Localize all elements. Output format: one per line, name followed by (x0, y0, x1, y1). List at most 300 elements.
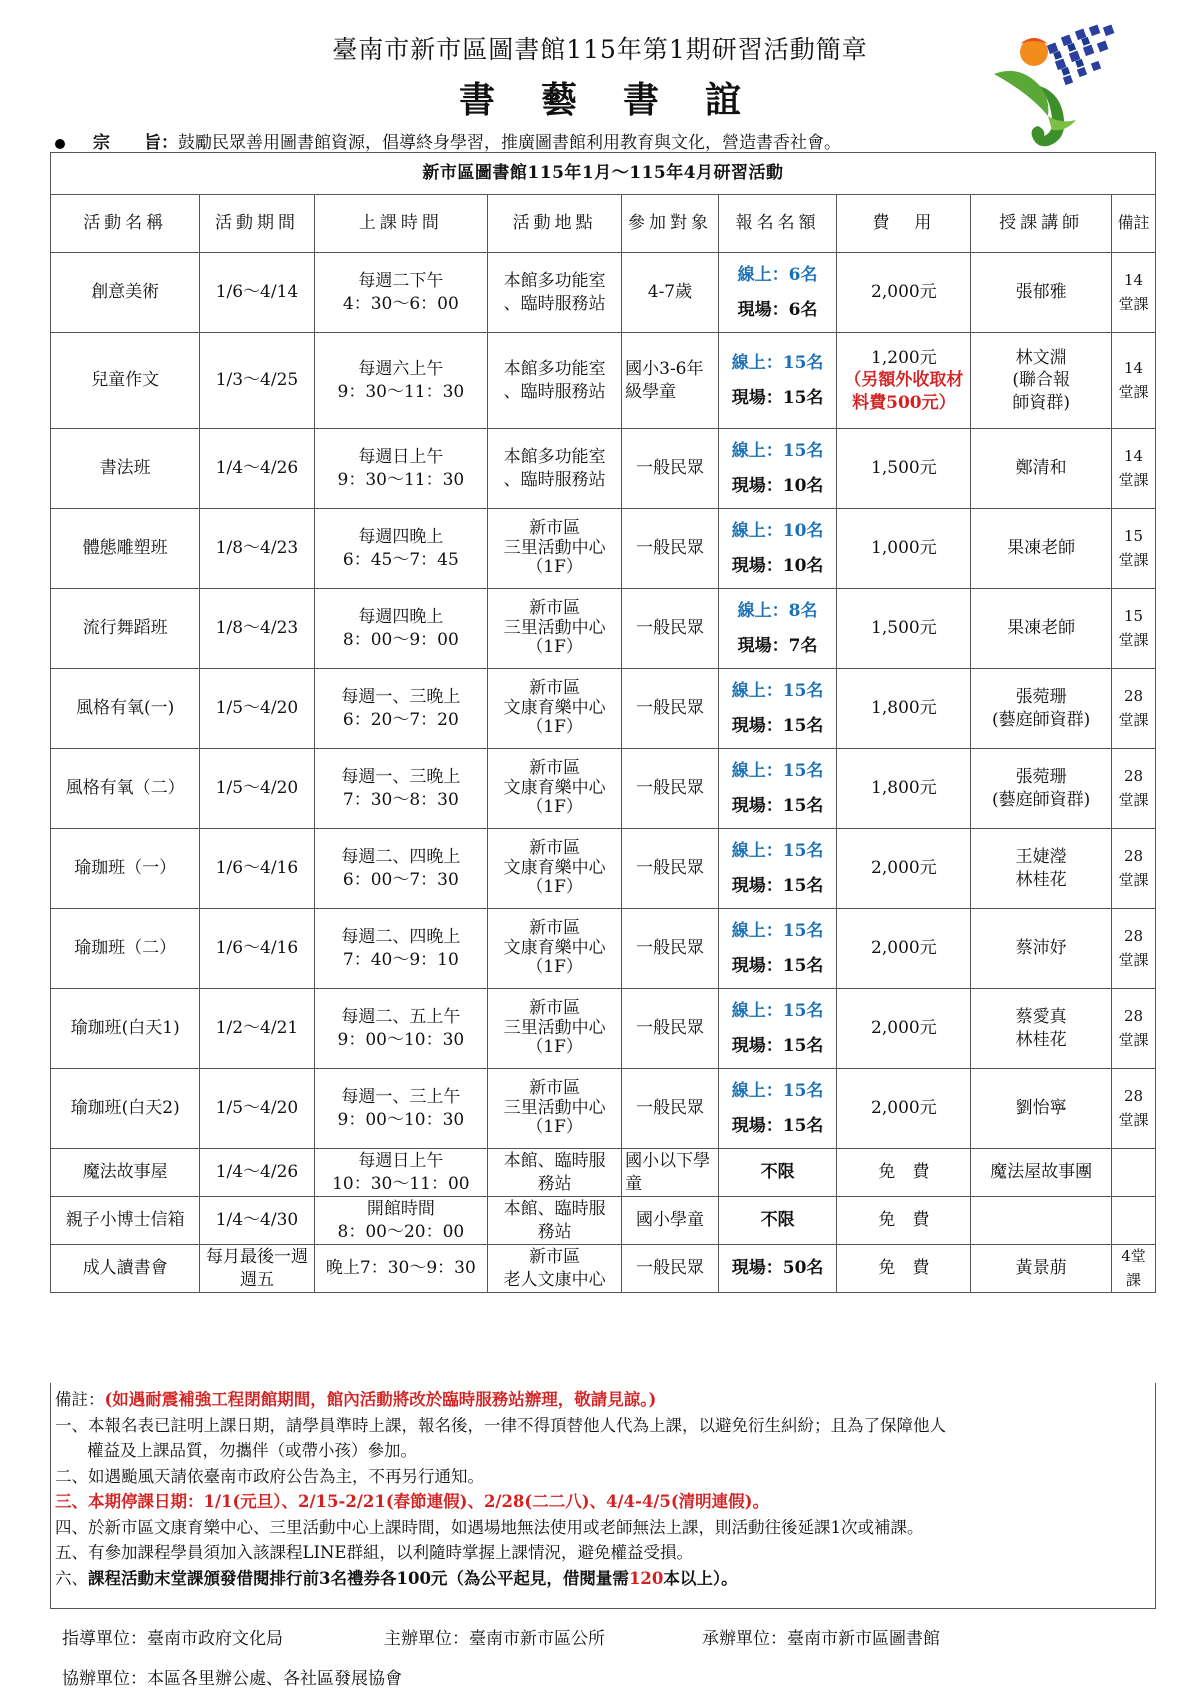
target-audience: 一般民眾 (622, 589, 719, 669)
quota-onsite: 現場：15名 (731, 387, 824, 408)
activity-period: 1/3～4/25 (200, 333, 314, 429)
activity-location (488, 669, 622, 749)
activity-location (488, 829, 622, 909)
class-time (314, 1069, 488, 1149)
instructor-line: 師資群) (1012, 392, 1070, 413)
remark (1111, 749, 1155, 829)
remark-line: 14 (1123, 271, 1144, 290)
activity-location (488, 1149, 622, 1197)
location-line: 務站 (537, 1221, 572, 1242)
quota-online: 線上：15名 (731, 1081, 824, 1102)
column-header: 備註 (1111, 195, 1155, 253)
quota-onsite: 現場：15名 (731, 1035, 824, 1056)
class-time-line: 每週一、三晚上 (341, 767, 461, 788)
activity-period: 每月最後一週週五 (200, 1245, 314, 1293)
activity-location (488, 749, 622, 829)
location-line: 三里活動中心 (503, 1097, 606, 1118)
remark-line: 堂課 (1118, 790, 1149, 809)
quota-online: 線上：10名 (731, 521, 824, 542)
quota (718, 253, 837, 333)
remark (1111, 253, 1155, 333)
location-line: 新市區 (529, 918, 581, 939)
activity-name: 風格有氧（二） (51, 749, 200, 829)
location-line: 、臨時服務站 (503, 293, 606, 314)
instructor (971, 589, 1112, 669)
remark-line: 4堂 (1121, 1247, 1146, 1266)
fee (837, 253, 971, 333)
note-5: 五、有參加課程學員須加入該課程LINE群組，以利隨時掌握上課情況，避免權益受損。 (55, 1543, 693, 1562)
class-time-line: 每週日上午 (358, 447, 444, 468)
note-6-text: 課程活動末堂課頒發借閱排行前3名禮券各100元（為公平起見，借閱量需 (88, 1568, 629, 1588)
quota-online: 線上：15名 (731, 841, 824, 862)
fee (837, 509, 971, 589)
location-line: 文康育樂中心 (503, 777, 606, 798)
location-line: （1F） (526, 637, 583, 658)
quota (718, 509, 837, 589)
fee (837, 989, 971, 1069)
activity-location (488, 509, 622, 589)
location-line: 新市區 (529, 598, 581, 619)
class-time-line: 7：40～9：10 (342, 949, 459, 970)
instructor (971, 749, 1112, 829)
quota-online: 線上：15名 (731, 681, 824, 702)
location-line: 本館、臨時服 (503, 1151, 606, 1172)
fee-amount: 免 費 (878, 1258, 930, 1279)
remark-line: 堂課 (1118, 382, 1149, 401)
class-time-line: 每週二下午 (358, 271, 444, 292)
instructor (971, 909, 1112, 989)
notes-label: 備註： (55, 1390, 105, 1409)
instructor-line: 魔法屋故事團 (990, 1162, 1093, 1183)
activity-period: 1/8～4/23 (200, 509, 314, 589)
class-time-line: 9：00～10：30 (337, 1109, 465, 1130)
class-time-line: 9：00～10：30 (337, 1029, 465, 1050)
instructor-line: 蔡愛真 (1015, 1007, 1067, 1028)
activity-table (50, 152, 1156, 1293)
bullet-icon (55, 139, 65, 149)
location-line: （1F） (526, 557, 583, 578)
activity-name: 瑜珈班（一） (51, 829, 200, 909)
quota-online: 線上：15名 (731, 761, 824, 782)
table-row (51, 749, 1156, 829)
quota (718, 1197, 837, 1245)
remark-line: 28 (1123, 1087, 1144, 1106)
class-time (314, 429, 488, 509)
target-audience: 國小學童 (622, 1197, 719, 1245)
quota-online: 線上：15名 (731, 921, 824, 942)
fee-amount: 2,000元 (871, 1018, 937, 1039)
fee (837, 1149, 971, 1197)
class-time (314, 333, 488, 429)
activity-period: 1/4～4/26 (200, 1149, 314, 1197)
quota-value: 不限 (760, 1210, 795, 1231)
class-time (314, 749, 488, 829)
class-time-line: 9：30～11：30 (337, 381, 465, 402)
instructor (971, 333, 1112, 429)
fee-amount: 2,000元 (871, 858, 937, 879)
activity-name: 魔法故事屋 (51, 1149, 200, 1197)
target-audience: 一般民眾 (622, 509, 719, 589)
activity-location (488, 1197, 622, 1245)
fee-amount: 2,000元 (871, 938, 937, 959)
column-header: 報名名額 (718, 195, 837, 253)
column-header: 授課講師 (971, 195, 1112, 253)
class-time-line: 每週日上午 (358, 1151, 444, 1172)
table-row (51, 509, 1156, 589)
fee (837, 1069, 971, 1149)
remark (1111, 429, 1155, 509)
activity-name: 瑜珈班(白天1) (51, 989, 200, 1069)
fee-note: （另額外收取材料費500元） (844, 370, 964, 413)
page-subtitle: 書藝書誼 (458, 79, 787, 121)
class-time (314, 1149, 488, 1197)
location-line: （1F） (526, 957, 583, 978)
footer-co-organizer: 協辦單位：本區各里辦公處、各社區發展協會 (62, 1669, 402, 1689)
class-time-line: 6：00～7：30 (342, 869, 459, 890)
quota-online: 線上：15名 (731, 353, 824, 374)
note-4: 四、於新市區文康育樂中心、三里活動中心上課時間，如遇場地無法使用或老師無法上課，則活動往後延課1次或補課。 (55, 1517, 924, 1537)
activity-location (488, 589, 622, 669)
class-time-line: 每週二、四晚上 (341, 847, 461, 868)
notes-intro (55, 1387, 1151, 1413)
remark (1111, 829, 1155, 909)
instructor-line: (聯合報 (1012, 370, 1070, 391)
instructor-line: 林文淵 (1015, 348, 1067, 369)
table-row (51, 1197, 1156, 1245)
instructor (971, 1069, 1112, 1149)
page-title: 臺南市新市區圖書館115年第1期研習活動簡章 (332, 35, 868, 64)
quota-onsite: 現場：6名 (737, 299, 818, 320)
footer-organizer: 主辦單位：臺南市新市區公所 (384, 1629, 605, 1649)
quota-onsite: 現場：10名 (731, 555, 824, 576)
instructor (971, 1245, 1112, 1293)
activity-period: 1/5～4/20 (200, 749, 314, 829)
notes-closure-warning: (如遇耐震補強工程閉館期間，館內活動將改於臨時服務站辦理，敬請見諒。) (104, 1390, 657, 1409)
remark-line: 堂課 (1118, 630, 1149, 649)
note-6-num: 六、 (55, 1568, 88, 1588)
fee (837, 669, 971, 749)
quota (718, 1149, 837, 1197)
class-time (314, 829, 488, 909)
fee-amount: 1,000元 (871, 538, 937, 559)
instructor-line: 林桂花 (1015, 1029, 1067, 1050)
remark-line: 14 (1123, 359, 1144, 378)
target-audience: 國小3-6年級學童 (622, 333, 719, 429)
activity-period: 1/2～4/21 (200, 989, 314, 1069)
activity-name: 兒童作文 (51, 333, 200, 429)
activity-period: 1/6～4/16 (200, 909, 314, 989)
remark (1111, 909, 1155, 989)
instructor (971, 1197, 1112, 1245)
activity-name: 風格有氧(一) (51, 669, 200, 749)
quota-online: 線上：15名 (731, 441, 824, 462)
table-row (51, 333, 1156, 429)
instructor-line: (藝庭師資群) (992, 789, 1091, 810)
remark-line: 堂課 (1118, 1030, 1149, 1049)
class-time-line: 6：45～7：45 (342, 549, 459, 570)
location-line: 新市區 (529, 518, 581, 539)
instructor-line: 林桂花 (1015, 869, 1067, 890)
instructor-line: 黃景萠 (1015, 1258, 1067, 1279)
note-6-end: 本以上）。 (663, 1568, 738, 1588)
quota (718, 749, 837, 829)
quota (718, 909, 837, 989)
remark-line: 堂課 (1118, 710, 1149, 729)
library-logo (990, 24, 1130, 149)
quota-online: 線上：15名 (731, 1001, 824, 1022)
remark-line: 課 (1125, 1270, 1141, 1289)
class-time-line: 8：00～9：00 (342, 629, 459, 650)
target-audience: 一般民眾 (622, 909, 719, 989)
remark-line: 堂課 (1118, 470, 1149, 489)
location-line: 新市區 (529, 1078, 581, 1099)
location-line: 新市區 (529, 1247, 581, 1268)
location-line: 、臨時服務站 (503, 469, 606, 490)
activity-period: 1/6～4/14 (200, 253, 314, 333)
fee (837, 1245, 971, 1293)
instructor-line: 張菀珊 (1015, 767, 1067, 788)
remark-line: 28 (1123, 1007, 1144, 1026)
quota-onsite: 現場：15名 (731, 955, 824, 976)
table-row (51, 829, 1156, 909)
fee-amount: 1,500元 (871, 618, 937, 639)
activity-period: 1/5～4/20 (200, 669, 314, 749)
target-audience: 一般民眾 (622, 749, 719, 829)
class-time-line: 每週二、四晚上 (341, 927, 461, 948)
class-time-line: 6：20～7：20 (342, 709, 459, 730)
table-row (51, 1149, 1156, 1197)
quota (718, 333, 837, 429)
class-time-line: 開館時間 (366, 1199, 435, 1220)
remark (1111, 333, 1155, 429)
note-1: 一、本報名表已註明上課日期，請學員準時上課，報名後，一律不得頂替他人代為上課，以避免衍生糾紛；且為了保障他人 (55, 1415, 946, 1435)
target-audience: 一般民眾 (622, 669, 719, 749)
location-line: 文康育樂中心 (503, 697, 606, 718)
fee (837, 1197, 971, 1245)
fee-amount: 1,500元 (871, 458, 937, 479)
purpose-label: 宗 旨： (93, 133, 178, 153)
quota (718, 669, 837, 749)
instructor-line: 蔡沛妤 (1015, 938, 1067, 959)
quota (718, 989, 837, 1069)
remark-line: 堂課 (1118, 950, 1149, 969)
footer-guide: 指導單位：臺南市政府文化局 (62, 1629, 283, 1649)
activity-period: 1/6～4/16 (200, 829, 314, 909)
fee (837, 829, 971, 909)
location-line: 、臨時服務站 (503, 381, 606, 402)
class-time-line: 4：30～6：00 (342, 293, 459, 314)
instructor-line: 果凍老師 (1007, 538, 1076, 559)
class-time (314, 589, 488, 669)
note-6 (55, 1566, 1151, 1592)
target-audience: 一般民眾 (622, 829, 719, 909)
class-time-line: 每週二、五上午 (341, 1007, 461, 1028)
fee (837, 333, 971, 429)
remark (1111, 1069, 1155, 1149)
quota-value: 不限 (760, 1162, 795, 1183)
notes-section (50, 1383, 1156, 1609)
location-line: 文康育樂中心 (503, 857, 606, 878)
fee (837, 429, 971, 509)
instructor-line: (藝庭師資群) (992, 709, 1091, 730)
instructor-line: 果凍老師 (1007, 618, 1076, 639)
column-header: 活動地點 (488, 195, 622, 253)
quota-onsite: 現場：15名 (731, 715, 824, 736)
target-audience: 一般民眾 (622, 1069, 719, 1149)
quota-value: 現場：50名 (731, 1258, 824, 1279)
remark-line: 堂課 (1118, 550, 1149, 569)
quota (718, 829, 837, 909)
quota (718, 1245, 837, 1293)
class-time-line: 每週六上午 (358, 359, 444, 380)
remark (1111, 669, 1155, 749)
location-line: 文康育樂中心 (503, 937, 606, 958)
class-time (314, 253, 488, 333)
activity-location (488, 333, 622, 429)
table-row (51, 909, 1156, 989)
column-header: 費 用 (837, 195, 971, 253)
location-line: 新市區 (529, 838, 581, 859)
remark-line: 28 (1123, 847, 1144, 866)
class-time-line: 每週四晚上 (358, 607, 444, 628)
activity-name: 書法班 (51, 429, 200, 509)
class-time (314, 909, 488, 989)
instructor (971, 253, 1112, 333)
location-line: 務站 (537, 1173, 572, 1194)
fee-amount: 1,200元 (871, 348, 937, 369)
target-audience: 一般民眾 (622, 429, 719, 509)
class-time-line: 10：30～11：00 (332, 1173, 470, 1194)
instructor-line: 張郁雅 (1015, 282, 1067, 303)
table-row (51, 1069, 1156, 1149)
location-line: 本館多功能室 (503, 359, 606, 380)
location-line: （1F） (526, 717, 583, 738)
target-audience: 一般民眾 (622, 1245, 719, 1293)
class-time-line: 每週一、三上午 (341, 1087, 461, 1108)
remark-line: 堂課 (1118, 870, 1149, 889)
class-time (314, 669, 488, 749)
instructor-line: 鄭清和 (1015, 458, 1067, 479)
fee (837, 749, 971, 829)
activity-period: 1/4～4/30 (200, 1197, 314, 1245)
instructor-line: 王婕瀅 (1015, 847, 1067, 868)
location-line: 三里活動中心 (503, 617, 606, 638)
table-row (51, 429, 1156, 509)
purpose-text: 鼓勵民眾善用圖書館資源，倡導終身學習，推廣圖書館利用教育與文化，營造書香社會。 (178, 133, 841, 153)
remark (1111, 1197, 1155, 1245)
activity-location (488, 1245, 622, 1293)
quota (718, 589, 837, 669)
remark-line: 28 (1123, 927, 1144, 946)
footer-executor: 承辦單位：臺南市新市區圖書館 (702, 1629, 940, 1649)
quota-onsite: 現場：15名 (731, 1115, 824, 1136)
location-line: （1F） (526, 797, 583, 818)
fee-amount: 2,000元 (871, 1098, 937, 1119)
class-time-line: 9：30～11：30 (337, 469, 465, 490)
table-row (51, 253, 1156, 333)
remark (1111, 509, 1155, 589)
quota-online: 線上：8名 (737, 601, 818, 622)
column-header: 活動期間 (200, 195, 314, 253)
target-audience: 4-7歲 (622, 253, 719, 333)
target-audience: 一般民眾 (622, 989, 719, 1069)
activity-name: 成人讀書會 (51, 1245, 200, 1293)
class-time-line: 7：30～8：30 (342, 789, 459, 810)
remark-line: 15 (1123, 527, 1144, 546)
instructor (971, 829, 1112, 909)
class-time-line: 每週一、三晚上 (341, 687, 461, 708)
activity-location (488, 429, 622, 509)
activity-name: 體態雕塑班 (51, 509, 200, 589)
activity-name: 瑜珈班(白天2) (51, 1069, 200, 1149)
activity-period: 1/5～4/20 (200, 1069, 314, 1149)
instructor (971, 669, 1112, 749)
activity-name: 親子小博士信箱 (51, 1197, 200, 1245)
quota-onsite: 現場：15名 (731, 875, 824, 896)
location-line: 三里活動中心 (503, 1017, 606, 1038)
note-3: 三、本期停課日期：1/1(元旦）、2/15-2/21(春節連假)、2/28(二二八)、4/4-4/5(清明連假)。 (55, 1492, 769, 1511)
instructor (971, 989, 1112, 1069)
location-line: （1F） (526, 1117, 583, 1138)
footer-units (62, 1624, 940, 1649)
location-line: （1F） (526, 1037, 583, 1058)
table-row (51, 1245, 1156, 1293)
location-line: 老人文康中心 (503, 1269, 606, 1290)
class-time-line: 晚上7：30～9：30 (325, 1258, 476, 1279)
fee (837, 589, 971, 669)
class-time (314, 989, 488, 1069)
class-time (314, 509, 488, 589)
fee (837, 909, 971, 989)
remark (1111, 989, 1155, 1069)
activity-location (488, 253, 622, 333)
note-6-count: 120 (628, 1568, 664, 1588)
note-2: 二、如遇颱風天請依臺南市政府公告為主，不再另行通知。 (55, 1466, 484, 1486)
class-time-line: 8：00～20：00 (337, 1221, 465, 1242)
fee-amount: 2,000元 (871, 282, 937, 303)
class-time (314, 1245, 488, 1293)
quota-onsite: 現場：15名 (731, 795, 824, 816)
activity-period: 1/4～4/26 (200, 429, 314, 509)
remark-line: 堂課 (1118, 294, 1149, 313)
quota-online: 線上：6名 (737, 265, 818, 286)
location-line: 新市區 (529, 998, 581, 1019)
column-header: 上課時間 (314, 195, 488, 253)
remark-line: 堂課 (1118, 1110, 1149, 1129)
table-row (51, 669, 1156, 749)
location-line: 本館、臨時服 (503, 1199, 606, 1220)
column-header: 參加對象 (622, 195, 719, 253)
remark-line: 14 (1123, 447, 1144, 466)
quota (718, 1069, 837, 1149)
location-line: 新市區 (529, 678, 581, 699)
instructor (971, 509, 1112, 589)
location-line: （1F） (526, 877, 583, 898)
table-row (51, 589, 1156, 669)
quota (718, 429, 837, 509)
class-time (314, 1197, 488, 1245)
instructor (971, 429, 1112, 509)
fee-amount: 免 費 (878, 1162, 930, 1183)
activity-name: 流行舞蹈班 (51, 589, 200, 669)
fee-amount: 1,800元 (871, 778, 937, 799)
fee-amount: 免 費 (878, 1210, 930, 1231)
activity-location (488, 909, 622, 989)
remark (1111, 1245, 1155, 1293)
instructor-line: 劉怡寧 (1015, 1098, 1067, 1119)
note-1-cont: 權益及上課品質，勿攜伴（或帶小孩）參加。 (87, 1441, 417, 1460)
location-line: 本館多功能室 (503, 271, 606, 292)
